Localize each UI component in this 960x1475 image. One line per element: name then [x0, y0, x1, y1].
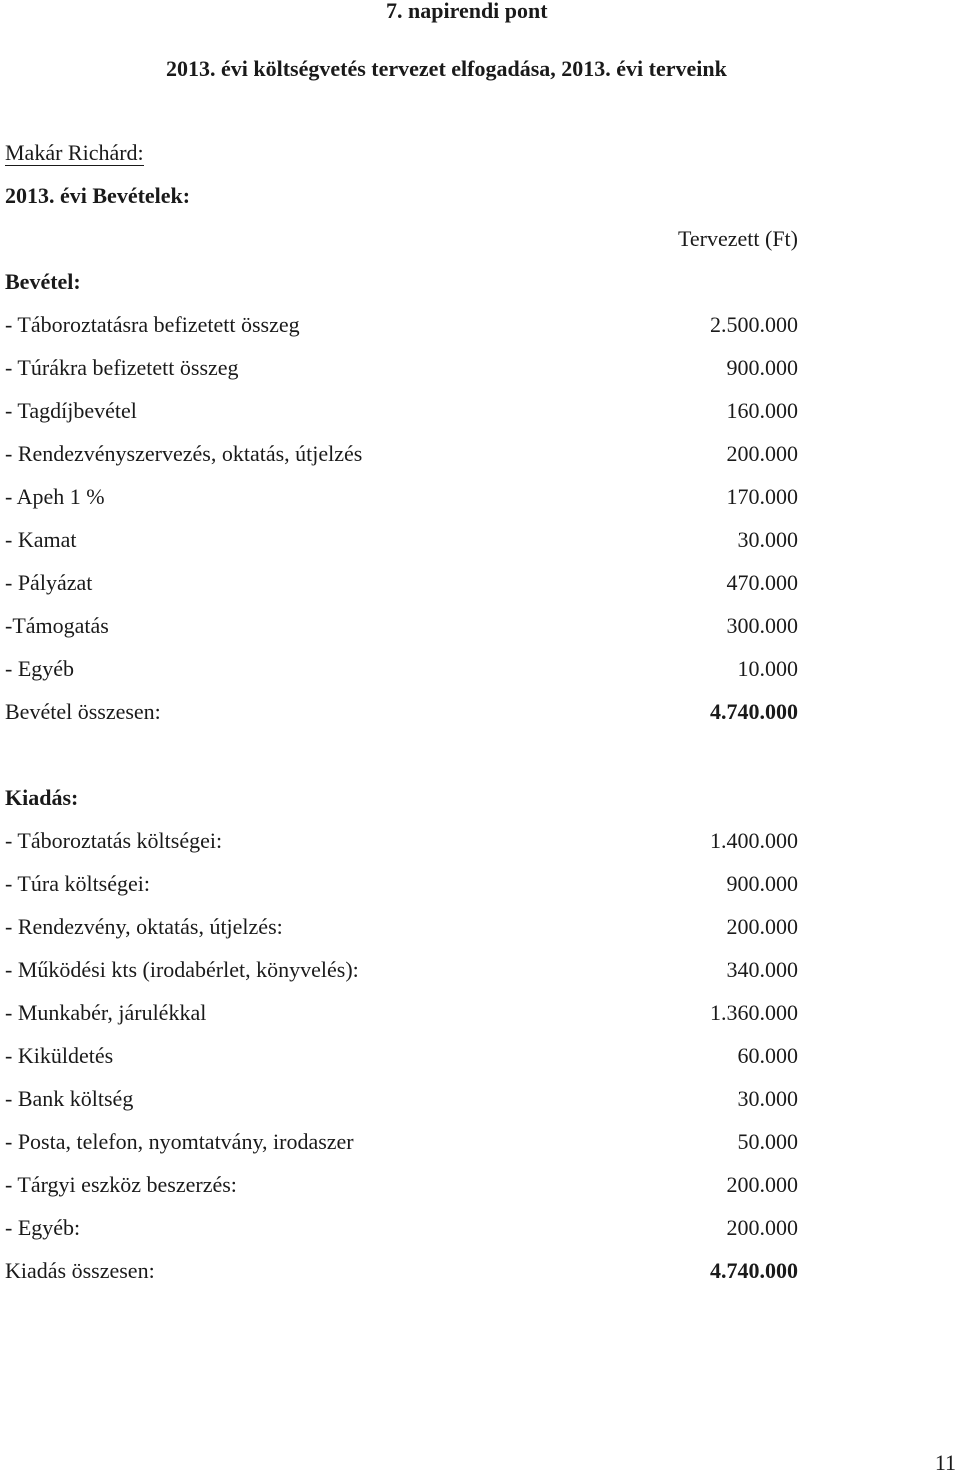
- income-row-value: 2.500.000: [710, 312, 798, 337]
- income-row-value: 200.000: [726, 441, 798, 466]
- income-row-value: 10.000: [737, 656, 798, 681]
- expense-row-value: 900.000: [726, 871, 798, 896]
- expense-row-value: 1.400.000: [710, 828, 798, 853]
- expense-row-value: 200.000: [726, 914, 798, 939]
- expense-row-label: - Posta, telefon, nyomtatvány, irodaszer: [5, 1129, 354, 1154]
- income-total-label: Bevétel összesen:: [5, 699, 161, 724]
- expense-row-label: - Túra költségei:: [5, 871, 150, 896]
- expense-row-label: - Munkabér, járulékkal: [5, 1000, 207, 1025]
- expense-total-value: 4.740.000: [710, 1258, 798, 1283]
- expense-row-value: 200.000: [726, 1215, 798, 1240]
- income-row-label: - Tagdíjbevétel: [5, 398, 137, 423]
- income-row-value: 300.000: [726, 613, 798, 638]
- expense-row-value: 1.360.000: [710, 1000, 798, 1025]
- expense-row-label: - Kiküldetés: [5, 1043, 114, 1068]
- income-row-label: -Támogatás: [5, 613, 109, 638]
- expense-row-value: 60.000: [737, 1043, 798, 1068]
- expense-row-label: - Rendezvény, oktatás, útjelzés:: [5, 914, 283, 939]
- income-row-value: 470.000: [726, 570, 798, 595]
- income-section-heading: 2013. évi Bevételek:: [5, 183, 191, 208]
- expense-row-label: - Tárgyi eszköz beszerzés:: [5, 1172, 237, 1197]
- expense-total-label: Kiadás összesen:: [5, 1258, 155, 1283]
- page-number: 11: [934, 1450, 956, 1475]
- expense-row-value: 200.000: [726, 1172, 798, 1197]
- expense-row-label: - Táboroztatás költségei:: [5, 828, 223, 853]
- income-row-label: - Kamat: [5, 527, 77, 552]
- expense-row-value: 50.000: [737, 1129, 798, 1154]
- income-row-label: - Pályázat: [5, 570, 93, 595]
- planned-column-header: Tervezett (Ft): [677, 226, 798, 251]
- income-row-label: - Rendezvényszervezés, oktatás, útjelzés: [5, 441, 363, 466]
- income-row-value: 170.000: [726, 484, 798, 509]
- agenda-item: 7. napirendi pont: [386, 0, 548, 23]
- income-row-label: - Túrákra befizetett összeg: [5, 355, 239, 380]
- income-row-value: 30.000: [737, 527, 798, 552]
- income-row-label: - Apeh 1 %: [5, 484, 105, 509]
- expense-title: Kiadás:: [5, 785, 79, 810]
- expense-row-label: - Egyéb:: [5, 1215, 81, 1240]
- income-row-value: 900.000: [726, 355, 798, 380]
- expense-row-value: 340.000: [726, 957, 798, 982]
- income-row-value: 160.000: [726, 398, 798, 423]
- expense-row-label: - Működési kts (irodabérlet, könyvelés):: [5, 957, 359, 982]
- expense-row-value: 30.000: [737, 1086, 798, 1111]
- speaker-name: Makár Richárd:: [5, 140, 144, 165]
- income-total-value: 4.740.000: [710, 699, 798, 724]
- income-title: Bevétel:: [5, 269, 81, 294]
- income-row-label: - Táboroztatásra befizetett összeg: [5, 312, 300, 337]
- expense-row-label: - Bank költség: [5, 1086, 134, 1111]
- income-row-label: - Egyéb: [5, 656, 75, 681]
- page-title: 2013. évi költségvetés tervezet elfogadása, 2013. évi terveink: [166, 56, 727, 81]
